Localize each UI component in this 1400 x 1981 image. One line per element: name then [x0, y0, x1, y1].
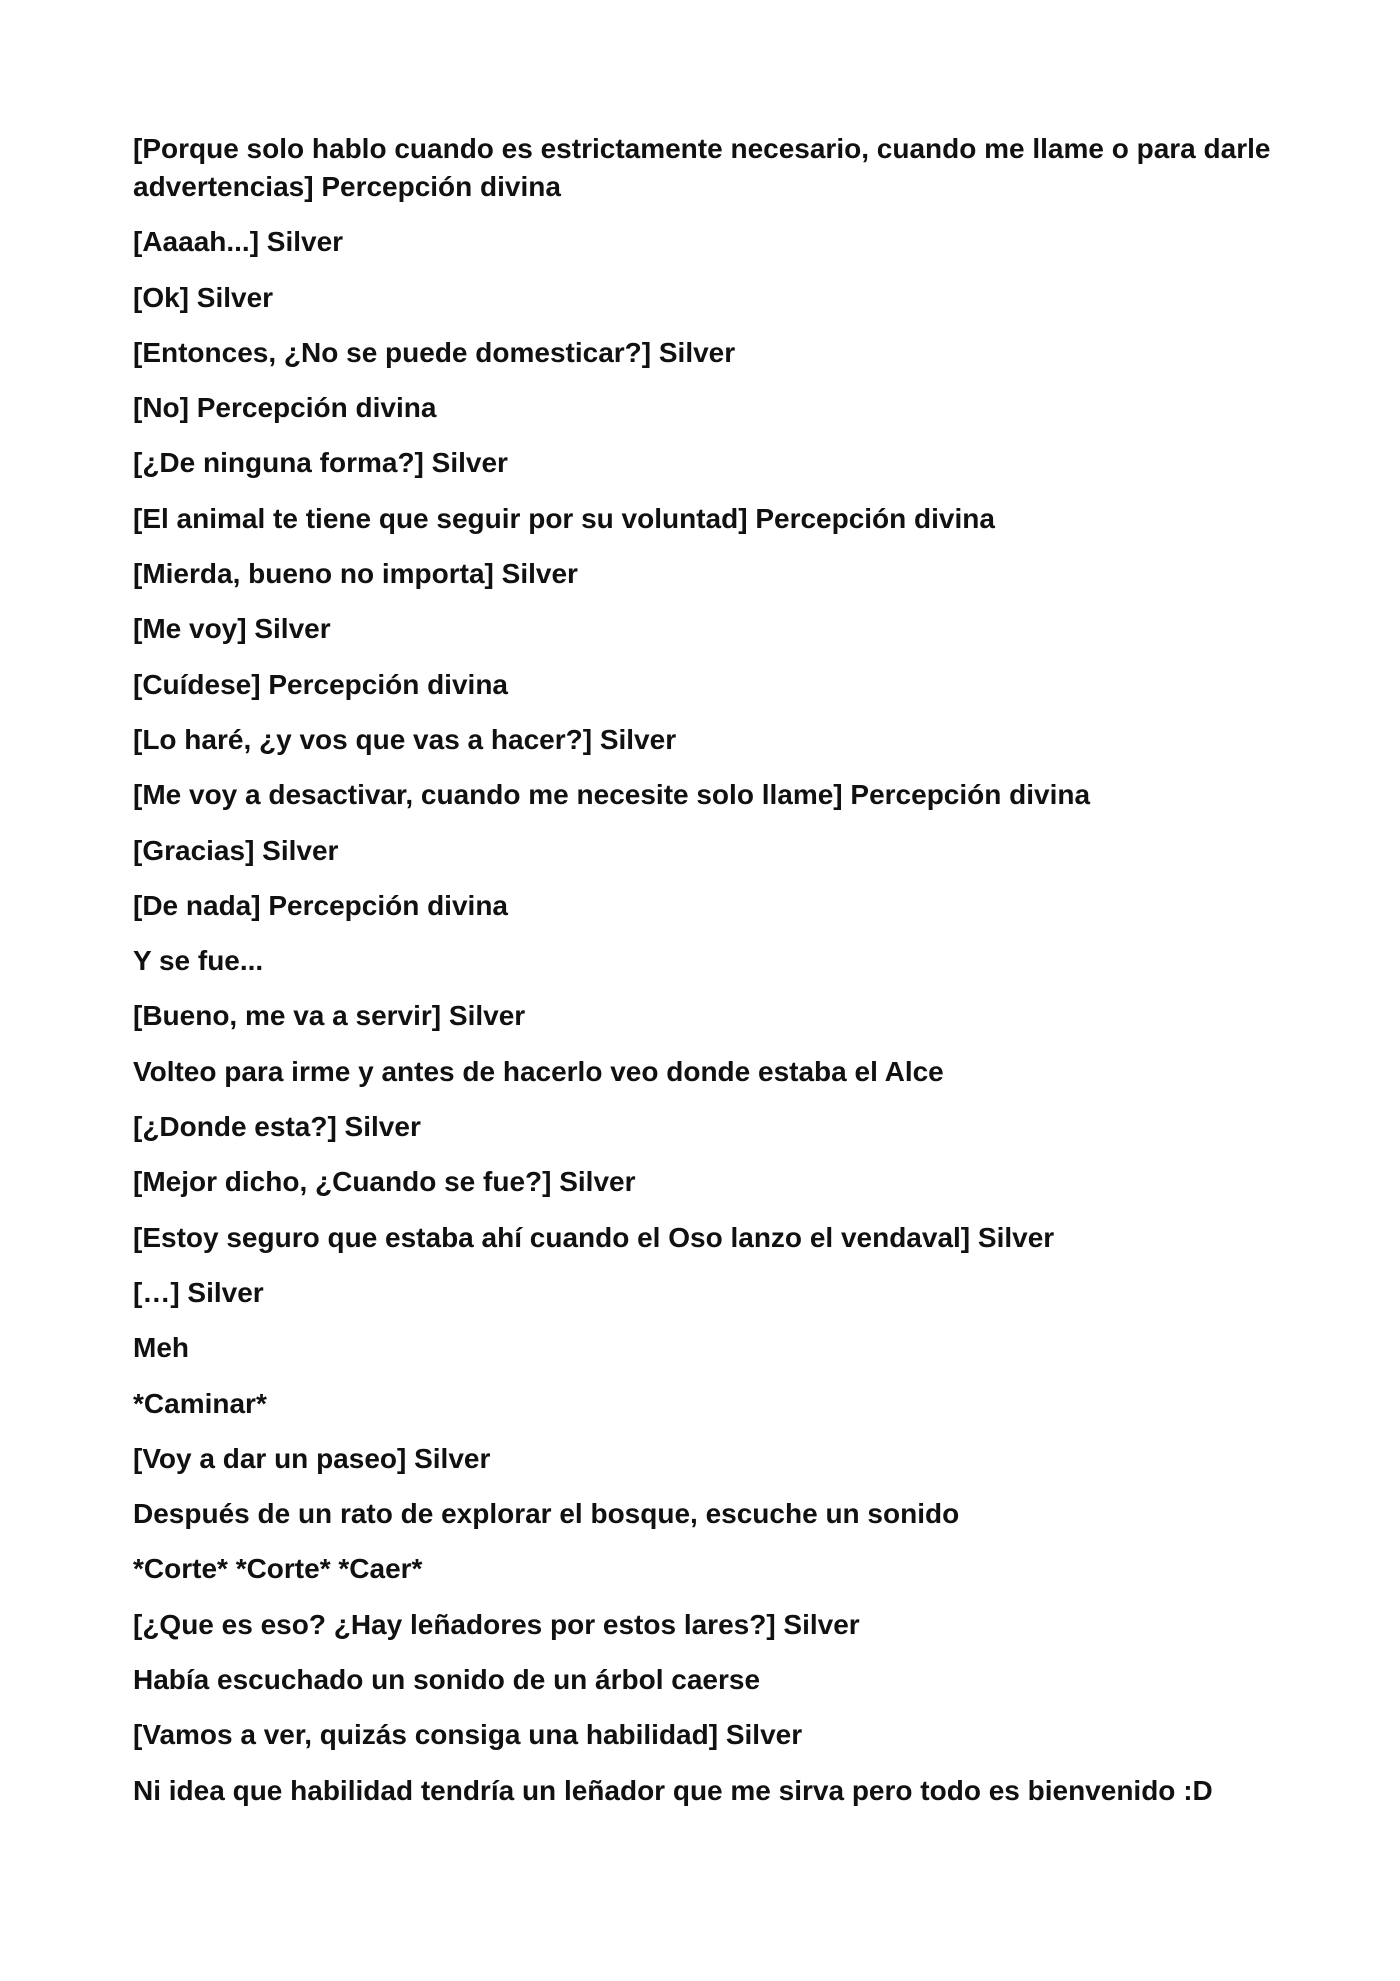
text-line: [Me voy a desactivar, cuando me necesite solo llame] Percepción divina [133, 779, 1091, 811]
text-line: […] Silver [133, 1276, 264, 1308]
text-line: [El animal te tiene que seguir por su voluntad] Percepción divina [133, 502, 995, 534]
text-line: [Mejor dicho, ¿Cuando se fue?] Silver [133, 1166, 636, 1198]
text-line: Meh [133, 1332, 189, 1364]
text-line: [Lo haré, ¿y vos que vas a hacer?] Silver [133, 723, 677, 755]
text-line: [Vamos a ver, quizás consiga una habilidad] Silver [133, 1719, 803, 1751]
text-line: Volteo para irme y antes de hacerlo veo donde estaba el Alce [133, 1055, 944, 1087]
text-line: [¿Donde esta?] Silver [133, 1111, 421, 1143]
text-line: [Mierda, bueno no importa] Silver [133, 558, 578, 590]
text-line: [Entonces, ¿No se puede domesticar?] Silver [133, 336, 736, 368]
text-line: [¿Que es eso? ¿Hay leñadores por estos lares?] Silver [133, 1608, 860, 1640]
text-line: [Ok] Silver [133, 281, 274, 313]
document-body [133, 130, 1283, 1827]
text-line: [Estoy seguro que estaba ahí cuando el Oso lanzo el vendaval] Silver [133, 1221, 1055, 1253]
text-line: [Voy a dar un paseo] Silver [133, 1442, 491, 1474]
text-line: Y se fue... [133, 945, 264, 977]
text-line: [Aaaah...] Silver [133, 226, 344, 258]
text-line: Ni idea que habilidad tendría un leñador que me sirva pero todo es bienvenido :D [133, 1774, 1213, 1806]
text-line: [De nada] Percepción divina [133, 889, 508, 921]
text-line: [No] Percepción divina [133, 392, 437, 424]
text-line: [Gracias] Silver [133, 834, 339, 866]
text-line: [¿De ninguna forma?] Silver [133, 447, 508, 479]
text-line: [Me voy] Silver [133, 613, 331, 645]
text-line: Después de un rato de explorar el bosque, escuche un sonido [133, 1498, 960, 1530]
text-line: [Cuídese] Percepción divina [133, 668, 508, 700]
text-line: *Corte* *Corte* *Caer* [133, 1553, 423, 1585]
text-line: Había escuchado un sonido de un árbol caerse [133, 1664, 761, 1696]
text-line: [Porque solo hablo cuando es estrictamente necesario, cuando me llame o para darle advertencias] Percepción divina [133, 133, 1271, 202]
text-line: [Bueno, me va a servir] Silver [133, 1000, 526, 1032]
text-line: *Caminar* [133, 1387, 267, 1419]
